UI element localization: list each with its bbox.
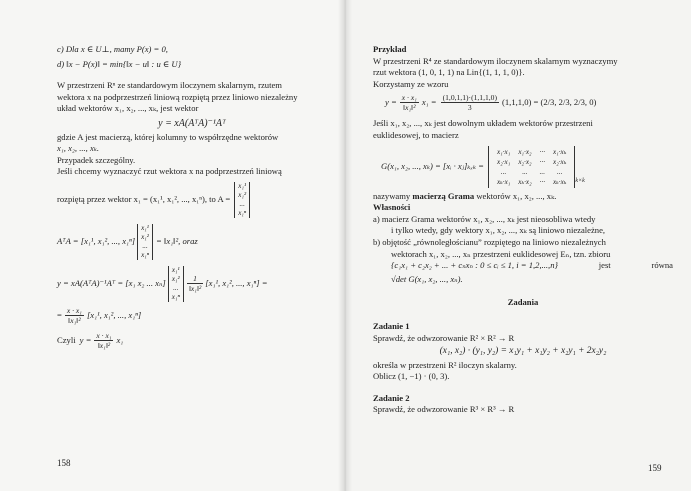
vec-entry: x₁ⁿ bbox=[171, 292, 180, 301]
gram-cell: xₖ·x₁ bbox=[496, 177, 511, 186]
vec-entry: x₁¹ bbox=[141, 223, 149, 232]
ata-right: = ‖x₁‖², oraz bbox=[156, 236, 198, 247]
task1-line1: Sprawdź, że odwzorowanie R² × R² → R bbox=[373, 332, 515, 343]
gram-matrix-row bbox=[373, 146, 673, 188]
para1-line2: wektora x na podprzestrzeń liniową rozpiętą przez liniowo niezależny bbox=[57, 91, 298, 102]
result-row bbox=[57, 306, 327, 325]
gram-line1: Jeśli x₁, x₂, ..., xₖ jest dowolnym układem wektorów przestrzeni bbox=[373, 118, 593, 129]
right-page bbox=[345, 0, 691, 491]
para1-line3: układ wektorów x₁, x₂, ..., xₖ, jest wektor bbox=[57, 103, 199, 114]
vec-entry: ... bbox=[173, 283, 179, 292]
fraction-den: ‖x₁‖² bbox=[188, 284, 202, 294]
special-case-label: Przypadek szczególny. bbox=[57, 154, 136, 165]
prop-a-line1: a) macierz Grama wektorów x₁, x₂, ..., xₖ jest nieosobliwa wtedy bbox=[373, 213, 596, 224]
vec-entry: x₁¹ bbox=[171, 265, 180, 274]
czyli-y: y = bbox=[79, 334, 92, 345]
vec-entry: ... bbox=[142, 241, 148, 250]
task1-line2: określa w przestrzeni R² iloczyn skalarny. bbox=[373, 359, 517, 370]
prop-b-jest: jest bbox=[598, 260, 611, 271]
right-page-content bbox=[373, 44, 673, 416]
gram-cell: ··· bbox=[539, 147, 545, 156]
span-row bbox=[57, 182, 327, 218]
vec-entry: x₁² bbox=[238, 190, 247, 199]
example-line2: rzut wektora (1, 0, 1, 1) na Lin{(1, 1, 1, 0)}. bbox=[373, 67, 525, 78]
vec-entry: x₁ⁿ bbox=[238, 208, 247, 217]
para4-line: Jeśli chcemy wyznaczyć rzut wektora x na podprzestrzeń liniową bbox=[57, 166, 282, 177]
gram-cell: ... bbox=[500, 167, 507, 176]
fraction-num: 1 bbox=[187, 274, 204, 284]
ata-left: AᵀA = [x₁¹, x₁², ..., x₁ⁿ] bbox=[57, 236, 136, 247]
gram-row bbox=[493, 147, 570, 157]
example-mid: x₁ = bbox=[421, 97, 437, 108]
gram-cell: ··· bbox=[539, 157, 545, 166]
czyli-row bbox=[57, 331, 327, 350]
fraction-den: 3 bbox=[467, 103, 472, 113]
book-gutter-shadow bbox=[338, 0, 352, 491]
task2-title: Zadanie 2 bbox=[373, 392, 410, 403]
gram-cell: ··· bbox=[539, 177, 545, 186]
left-page bbox=[0, 0, 345, 491]
span-text: rozpiętą przez wektor x₁ = (x₁¹, x₁², ..., x₁ⁿ), to A = bbox=[57, 194, 231, 205]
left-page-content bbox=[57, 44, 327, 350]
fraction-czyli bbox=[94, 331, 113, 350]
fraction-num: x · x₁ bbox=[66, 305, 82, 315]
column-vector-c bbox=[168, 266, 184, 302]
task1-line3: Oblicz (1, −1) · (0, 3). bbox=[373, 371, 450, 382]
czyli-label: Czyli bbox=[57, 334, 76, 345]
prop-a-line2: i tylko wtedy, gdy wektory x₁, x₂, ..., xₖ są liniowo niezależne, bbox=[391, 225, 606, 236]
gram-cell: xₖ·x₂ bbox=[518, 177, 532, 186]
fraction-xx1 bbox=[65, 306, 84, 325]
para2-line2: x₁, x₂, ..., xₖ. bbox=[57, 143, 100, 154]
prop-b-line3 bbox=[373, 260, 673, 272]
fraction-num: x · x₁ bbox=[96, 330, 112, 340]
example-result: (1,1,1,0) = (2/3, 2/3, 2/3, 0) bbox=[502, 97, 597, 108]
prop-b-line4: √det G(x₁, x₂, ..., xₙ). bbox=[391, 273, 463, 284]
czyli-tail: x₁ bbox=[116, 334, 124, 345]
para1-line1: W przestrzeni Rⁿ ze standardowym iloczynem skalarnym, rzutem bbox=[57, 80, 282, 91]
prop-b-line1: b) objętość „równoległościanu” rozpiętego na liniowo niezależnych bbox=[373, 236, 606, 247]
example-line1: W przestrzeni R⁴ ze standardowym iloczynem skalarnym wyznaczymy bbox=[373, 55, 618, 66]
gram-cell: xₖ·xₖ bbox=[552, 177, 567, 186]
gram-cell: ... bbox=[557, 167, 563, 176]
equals-sign: = bbox=[57, 309, 62, 320]
gram-cell: x₂·x₂ bbox=[518, 157, 532, 166]
example-y: y = bbox=[385, 97, 397, 108]
page-number-left: 158 bbox=[57, 458, 71, 468]
fraction-num: (1,0,1,1)·(1,1,1,0) bbox=[442, 93, 498, 103]
column-vector-b bbox=[137, 224, 153, 260]
gram-cell: ... bbox=[522, 167, 528, 176]
column-vector-a bbox=[234, 182, 250, 218]
y-right: [x₁¹, x₁², ..., x₁ⁿ] = bbox=[205, 278, 268, 289]
example-fraction2 bbox=[441, 93, 499, 112]
fraction-den: ‖x₁‖² bbox=[68, 315, 81, 325]
gram-name-post: wektorów x₁, x₂, ..., xₖ. bbox=[474, 190, 557, 201]
gram-name-line bbox=[373, 191, 673, 203]
prop-b-rowna: równa bbox=[651, 260, 673, 271]
vec-entry: ... bbox=[239, 199, 245, 208]
gram-matrix bbox=[488, 146, 575, 188]
gram-cell: x₂·x₁ bbox=[497, 157, 511, 166]
example-heading: Przykład bbox=[373, 44, 407, 54]
vec-entry: x₁² bbox=[141, 232, 149, 241]
gram-cell: x₁·xₖ bbox=[553, 147, 567, 156]
prop-b-set: {c₁x₁ + c₂x₂ + ... + cₙxₙ : 0 ≤ cᵢ ≤ 1, i = 1,2,...,n} bbox=[391, 260, 558, 271]
fraction-one-over-norm bbox=[187, 274, 204, 293]
gram-name-bold: macierzą Grama bbox=[412, 190, 475, 201]
vec-entry: x₁² bbox=[171, 274, 180, 283]
section-title-zadania: Zadania bbox=[507, 297, 539, 308]
gram-name-pre: nazywamy bbox=[373, 190, 413, 201]
gram-cell: x₂·xₖ bbox=[553, 157, 567, 166]
y-row bbox=[57, 266, 327, 302]
example-line3: Korzystamy ze wzoru bbox=[373, 78, 449, 89]
fraction-den: ‖x₁‖² bbox=[403, 103, 416, 113]
projection-formula: y = xA(AᵀA)⁻¹Aᵀ bbox=[158, 117, 226, 129]
item-d: d) ‖x − P(x)‖ = min{‖x − u‖ : u ∈ U} bbox=[57, 58, 182, 69]
item-c: c) Dla x ∈ U⊥, mamy P(x) = 0, bbox=[57, 44, 168, 54]
ata-row bbox=[57, 224, 327, 260]
gram-cell: x₁·x₂ bbox=[518, 147, 532, 156]
gram-row bbox=[493, 157, 570, 167]
gram-row bbox=[493, 177, 570, 187]
result-vector: [x₁¹, x₁², ..., x₁ⁿ] bbox=[86, 309, 142, 320]
task2-line1: Sprawdź, że odwzorowanie R³ × R³ → R bbox=[373, 404, 515, 415]
fraction-num: x · x₁ bbox=[401, 93, 417, 103]
example-formula-row bbox=[373, 93, 673, 112]
vec-entry: x₁ⁿ bbox=[141, 250, 150, 259]
properties-heading: Własności bbox=[373, 202, 411, 213]
task1-formula: (x₁, x₂) · (y₁, y₂) = x₁y₁ + x₁y₂ + x₂y₁ + 2x₂y₂ bbox=[439, 346, 607, 357]
y-left: y = xA(AᵀA)⁻¹Aᵀ = [x₁ x₂ ... xₙ] bbox=[57, 278, 166, 289]
gram-cell: x₁·x₁ bbox=[497, 147, 511, 156]
gram-lhs: G(x₁, x₂, ..., xₖ) = [xᵢ · xⱼ]ₖₓₖ = bbox=[381, 160, 484, 171]
gram-subscript: k×k bbox=[575, 177, 585, 184]
prop-b-line2: wektorach x₁, x₂, ..., xₙ przestrzeni euklidesowej Eₙ, tzn. zbioru bbox=[391, 248, 611, 259]
vec-entry: x₁¹ bbox=[238, 181, 247, 190]
example-fraction1 bbox=[400, 93, 419, 112]
gram-line2: euklidesowej, to macierz bbox=[373, 129, 459, 140]
para2-line1: gdzie A jest macierzą, której kolumny to współrzędne wektorów bbox=[57, 131, 279, 142]
page-number-right: 159 bbox=[648, 463, 662, 473]
fraction-den: ‖x₁‖² bbox=[97, 340, 111, 350]
gram-cell: ... bbox=[539, 167, 545, 176]
gram-row bbox=[493, 167, 570, 177]
task1-title: Zadanie 1 bbox=[373, 320, 410, 331]
